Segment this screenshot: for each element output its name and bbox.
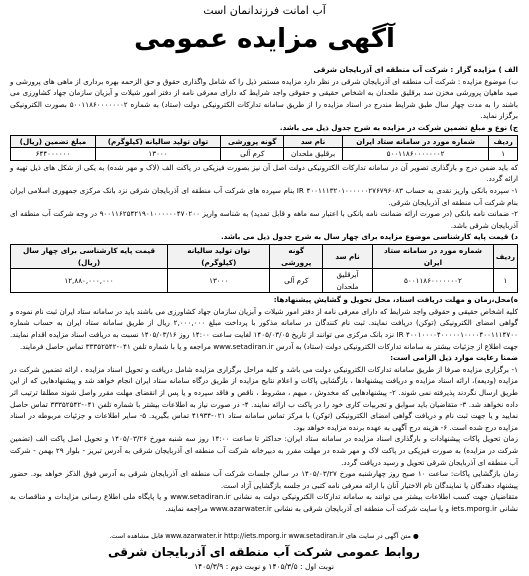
guarantee-table xyxy=(10,135,518,161)
table-header: توان تولید سالیانه (کیلوگرم) xyxy=(168,244,270,268)
section-misc: متقاضیان جهت کسب اطلاعات بیشتر می توانند به سامانه تدارکات الکترونیکی دولت به نشانی www.setadiran.ir و یا پایگاه ملی اطلاع رسانی مزایدات و مناقصات به نشانی iets.mporg.ir و یا سایت شرکت آب منطقه ای آذربایجان شرقی به نشانی www.azarwater.ir مراجعه نمایند. xyxy=(10,492,518,513)
section-type-heading: ج) نوع و مبلغ تضمین شرکت در مزایده به شرح جدول ذیل می باشد. xyxy=(279,122,518,132)
table-cell: ۱۳۰۰۰ xyxy=(168,269,270,293)
table-cell: برقلیق ملحدان xyxy=(284,148,342,161)
table-header: قیمت پایه کارشناسی برای چهار سال (ریال) xyxy=(11,244,168,268)
table-cell: کرم آلی xyxy=(221,148,284,161)
deposit-option: ۱- سپرده بانکی واریز نقدی به حساب ۴۰۰۱۱۱۳۲۰۱۰۰۰۰۰۰۲۷۶۷۹۶۰۸۳ IR بنام سپرده های شرکت آب منطقه ای آذربایجان شرقی نزد بانک مرکزی جمهوری اسلامی ایران بنام شرکت آب منطقه ای آذربایجان شرقی. xyxy=(10,185,518,207)
table-header: ردیف xyxy=(489,135,518,148)
table-header: نام سد xyxy=(323,244,373,268)
table-cell: ۵۰۰۱۱۸۶۰۰۰۰۰۰۰۲ xyxy=(373,269,494,293)
table-header: توان تولید سالیانه (کیلوگرم) xyxy=(95,135,220,148)
table-header: نام سد xyxy=(284,135,342,148)
table-header: گونه پرورشی xyxy=(270,244,323,268)
section-delivery: زمان تحویل پاکات پیشنهادات و بارگذاری اسناد مزایده در سامانه ستاد ایران: حداکثر تا ساعت ۱۴:۰۰ روز سه شنبه مورخ ۱۴۰۵/۰۳/۲۶ و تحویل اصل پاکت الف (تضمین شرکت در مزایده) به صورت فیزیکی در پاکت لاک و مهر شده در مهلت مقرر به دبیرخانه شرکت آب منطقه ای آذربایجان شرقی به آدرس تبریز - بلوار ۲۹ بهمن - شرکت آب منطقه ای آذربایجان شرقی تحویل و رسید دریافت گردد. xyxy=(10,434,518,467)
notice-title: آگهی مزایده عمومی xyxy=(134,24,395,54)
table-cell: ۱۳۰۰۰ xyxy=(95,148,220,161)
notice-body xyxy=(10,64,518,515)
table-row xyxy=(11,148,518,161)
table-cell: ۱۲,۸۸۰,۰۰۰,۰۰۰ xyxy=(11,269,168,293)
table-cell: ۱ xyxy=(493,269,517,293)
table-header: شماره مورد در سامانه ستاد ایران xyxy=(373,244,494,268)
section-auctioneer: الف ) مزایده گزار : شرکت آب منطقه ای آذربایجان شرقی xyxy=(313,65,518,74)
guarantee-option: ۲- ضمانت نامه بانکی (در صورت ارائه ضمانت نامه بانکی با اعتبار سه ماهه و قابل تمدید) به شناسه واریز ۹۰۰۱۱۶۲۵۴۲۱۹۰۱۰۰۰۰۰۰۴۷۰۲۰۰ در وجه شرکت آب منطقه ای آذربایجان شرقی باشد. xyxy=(10,209,518,230)
table-header: شماره مورد در سامانه ستاد ایران xyxy=(342,135,489,148)
section-opening: زمان بازگشایی پاکات: ساعت ۱۰ صبح روز چهارشنبه مورخ ۱۴۰۵/۰۳/۲۷ در سالن جلسات شرکت آب منطقه ای آذربایجان شرقی به آدرس فوق الذکر خواهد بود. حضور پیشنهاد دهندگان یا نمایندگان تام الاختیار آنان با ارائه معرفی نامه کتبی در جلسه بازگشایی آزاد است. xyxy=(10,469,518,490)
section-base-heading: د) قیمت پایه کارشناسی موضوع مزایده برای چهار سال به شرح جدول ذیل می باشد. xyxy=(220,232,518,242)
footer-sites: ● متن آگهی در سایت های www.azarwater.ir http://iets.mporg.ir www.setadiran.ir قابل مشاهده است. xyxy=(109,532,419,540)
footer-organization: روابط عمومی شرکت آب منطقه ای آذربایجان شرقی xyxy=(108,545,420,559)
section-notes: ۱- برگزاری مزایده صرفا از طریق سامانه تدارکات الکترونیکی دولت می باشد و کلیه مراحل برگزاری مزایده شامل دریافت و تحویل اسناد مزایده ، ارائه تضمین شرکت در مزایده (ودیعه)، ارائه اسناد مزایده و دریافت پیشنهادها ، بازگشایی پاکات و اعلام نتایج مزایده از طریق درگاه سامانه ستاد ایران انجام خواهد شد و پیشنهادهایی که از این طریق ارسال نگردند پذیرفته نمی شوند. ۲- پیشنهادهایی که مخدوش ، مبهم ، مشروط ، ناقص و فاقد سپرده و یا پس از انقضای مهلت مقرر واصل شوند مطلقا ترتیب اثر داده نخواهد شد. ۳- متقاضیان باید سوابق و تجربیات کاری خود را در پاکت ب ارائه نمایند. ۴- در صورت نیاز به اطلاعات بیشتر با شماره تلفن ۰۴۱-۳۳۳۵۲۵۴۲ تماس حاصل نمایید و یا جهت ثبت نام و دریافت گواهی امضای الکترونیکی (توکن) با مرکز تماس سامانه ستاد ۰۲۱-۴۱۹۳۴ تماس بگیرید. ۵- سایر اطلاعات و جزئیات مربوطه در اسناد مزایده درج شده است. ۶- هزینه درج آگهی به عهده برنده مزایده خواهد بود. xyxy=(10,364,519,432)
table-header: گونه پرورشی xyxy=(221,135,284,148)
section-place-heading: ه)محل،زمان و مهلت دریافت اسناد، محل تحویل و گشایش پیشنهادها: xyxy=(273,295,518,305)
section-place-text: کلیه اشخاص حقیقی و حقوقی واجد شرایط که دارای معرفی نامه از دفتر امور شیلات و آبزیان سازمان جهاد کشاورزی می باشند باید در سامانه ستاد ایران ثبت نام نموده و گواهی امضای الکترونیکی (توکن) دریافت نمایند. ثبت نام کنندگان در سامانه مذکور با پرداخت مبلغ ۲,۰۰۰,۰۰۰ ریال از طریق سامانه ستاد ایران به حساب شماره ۴۰۰۱۰۰۰۰۴۰۰۰۰۰۱۰۰۰۰۴۰۰۱۱۱۴۷۰۰ IR نزد بانک مرکزی می توانند از تاریخ ۱۴۰۵/۰۳/۰۵ لغایت ساعت ۱۴:۰۰ روز ۱۴۰۵/۰۳/۱۶ نسبت به دریافت اسناد مزایده اقدام نمایند. جهت اطلاع از جزئیات بیشتر به سامانه تدارکات الکترونیکی دولت (ستاد) به آدرس www.setadiran.ir مراجعه و یا با شماره تلفن ۰۴۱-۳۳۳۵۲۵۴۲ تماس حاصل فرمایند. xyxy=(10,306,518,351)
table-cell: آبرقلیق ملحدان xyxy=(323,269,373,293)
table-cell: کرم آلی xyxy=(270,269,323,293)
base-price-table xyxy=(10,244,518,293)
motto-caption: آب امانت فرزندانمان است xyxy=(203,4,326,17)
section-after-table: که باید ضمن درج و بارگذاری تصویر آن در سامانه تدارکات الکترونیکی دولت اصل آن نیز بصورت فیزیکی در پاکت الف (لاک و مهر شده) به یکی از شکل های ذیل تهیه و ارائه گردد. xyxy=(10,162,518,184)
section-subject: ب) موضوع مزایده : شرکت آب منطقه ای آذربایجان شرقی در نظر دارد مزایده مستمر ذیل را که شامل واگذاری حقوق و حق الزحمه بهره برداری از ماهی های پرورشی و صید ماهیان پرورشی مخزن سد برقلیق ملحدان به اشخاص حقیقی و حقوقی واجد شرایط که دارای معرفی نامه از دفتر امور شیلات و آبزیان سازمان جهاد کشاورزی می باشند را به مدت چهار سال طبق شرایط مندرج در اسناد مزایده را از طریق سامانه تدارکات الکترونیکی دولت (ستاد) به شماره ۵۰۰۱۱۸۶۰۰۰۰۰۰۰۲ بصورت الکترونیکی برگزار نماید. xyxy=(10,76,518,121)
table-cell: ۶۴۴۰۰۰۰۰۰ xyxy=(11,148,96,161)
table-header: مبلغ تضمین (ریال) xyxy=(11,135,96,148)
table-cell: ۱ xyxy=(489,148,518,161)
table-cell: ۵۰۰۱۱۸۶۰۰۰۰۰۰۰۲ xyxy=(342,148,489,161)
footer-publish-dates: نوبت اول : ۱۴۰۵/۳/۵ و نوبت دوم : ۱۴۰۵/۳/۹ xyxy=(194,562,334,571)
table-row xyxy=(11,269,518,293)
table-header: ردیف xyxy=(493,244,517,268)
section-notes-heading: ضمنا رعایت موارد ذیل الزامی است: xyxy=(390,353,518,363)
